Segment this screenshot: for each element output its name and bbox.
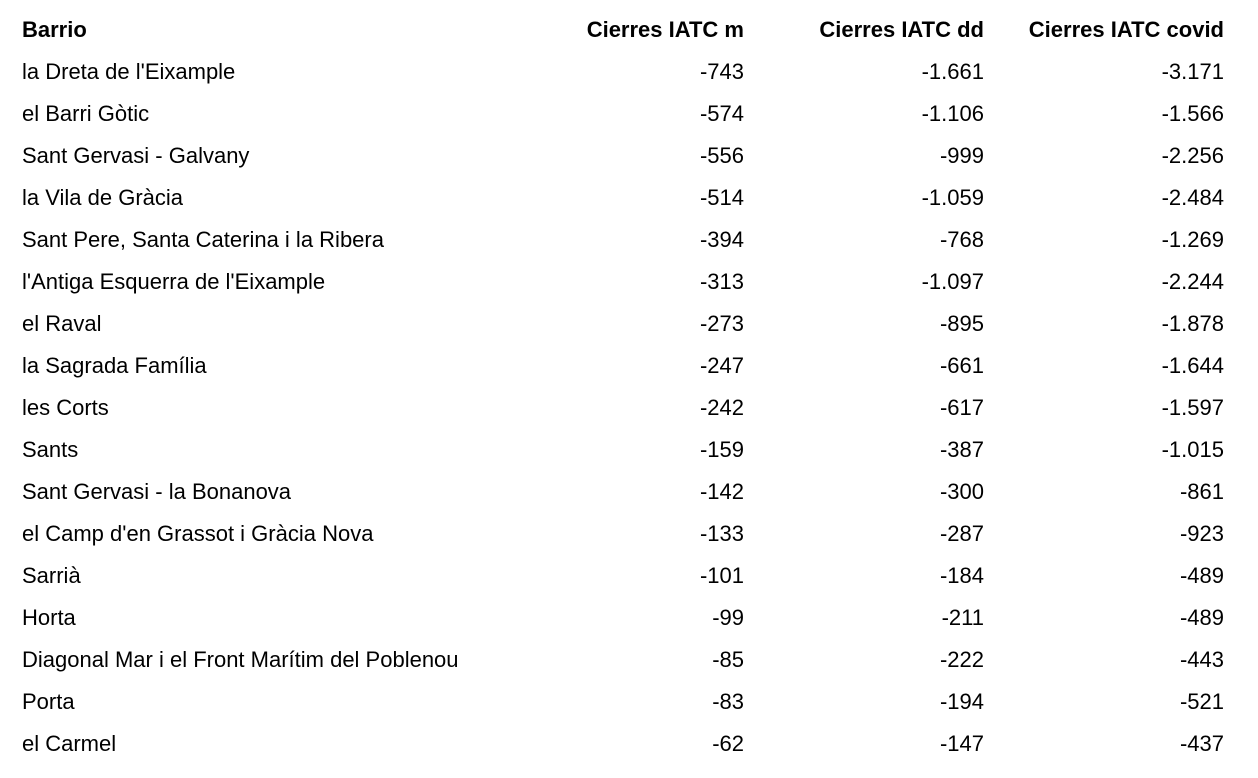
table-row xyxy=(22,597,1224,639)
cierres-dd-cell: -387 xyxy=(939,437,984,462)
header-barrio: Barrio xyxy=(22,17,87,42)
cierres-dd-cell: -768 xyxy=(939,227,984,252)
table-row xyxy=(22,51,1224,93)
cierres-dd-cell: -1.097 xyxy=(921,269,984,294)
table-row xyxy=(22,513,1224,555)
table-row xyxy=(22,681,1224,723)
cierres-covid-cell: -1.597 xyxy=(1161,395,1224,420)
barrio-cell: la Dreta de l'Eixample xyxy=(22,59,236,84)
cierres-m-cell: -514 xyxy=(699,185,744,210)
cierres-covid-cell: -437 xyxy=(1179,731,1224,756)
cierres-dd-cell: -194 xyxy=(939,689,984,714)
cierres-dd-cell: -1.059 xyxy=(921,185,984,210)
table-row xyxy=(22,429,1224,471)
cierres-dd-cell: -287 xyxy=(939,521,984,546)
table-row xyxy=(22,261,1224,303)
cierres-covid-cell: -489 xyxy=(1179,605,1224,630)
table-row xyxy=(22,639,1224,681)
cierres-m-cell: -62 xyxy=(712,731,744,756)
cierres-dd-cell: -184 xyxy=(939,563,984,588)
header-cierres-iatc-covid: Cierres IATC covid xyxy=(1028,17,1224,42)
cierres-covid-cell: -489 xyxy=(1179,563,1224,588)
cierres-m-cell: -83 xyxy=(712,689,744,714)
barrio-cell: Sants xyxy=(22,437,79,462)
cierres-m-cell: -743 xyxy=(699,59,744,84)
table-row xyxy=(22,387,1224,429)
barrio-cell: Sant Pere, Santa Caterina i la Ribera xyxy=(22,227,384,252)
table-row xyxy=(22,303,1224,345)
cierres-m-cell: -273 xyxy=(699,311,744,336)
cierres-covid-cell: -923 xyxy=(1179,521,1224,546)
cierres-dd-cell: -300 xyxy=(939,479,984,504)
cierres-covid-cell: -1.644 xyxy=(1161,353,1224,378)
cierres-m-cell: -99 xyxy=(712,605,744,630)
cierres-m-cell: -142 xyxy=(699,479,744,504)
barrio-cell: Horta xyxy=(22,605,76,630)
cierres-m-cell: -574 xyxy=(699,101,744,126)
cierres-covid-cell: -521 xyxy=(1179,689,1224,714)
table-row xyxy=(22,219,1224,261)
barrio-cell: el Carmel xyxy=(22,731,117,756)
barrio-cell: Sant Gervasi - la Bonanova xyxy=(22,479,292,504)
barrio-cell: Porta xyxy=(22,689,75,714)
barrio-cell: Diagonal Mar i el Front Marítim del Poblenou xyxy=(22,647,459,672)
cierres-dd-cell: -147 xyxy=(939,731,984,756)
cierres-m-cell: -242 xyxy=(699,395,744,420)
table-row xyxy=(22,555,1224,597)
cierres-covid-cell: -443 xyxy=(1179,647,1224,672)
cierres-m-cell: -85 xyxy=(712,647,744,672)
cierres-dd-cell: -661 xyxy=(939,353,984,378)
data-table xyxy=(22,9,1224,765)
cierres-m-cell: -159 xyxy=(699,437,744,462)
barrio-cell: l'Antiga Esquerra de l'Eixample xyxy=(22,269,326,294)
cierres-dd-cell: -617 xyxy=(939,395,984,420)
cierres-covid-cell: -1.269 xyxy=(1161,227,1224,252)
cierres-m-cell: -133 xyxy=(699,521,744,546)
barrio-cell: el Raval xyxy=(22,311,102,336)
cierres-covid-cell: -861 xyxy=(1179,479,1224,504)
barrio-cell: Sarrià xyxy=(22,563,81,588)
barrio-cell: la Sagrada Família xyxy=(22,353,207,378)
header-cierres-iatc-m: Cierres IATC m xyxy=(586,17,744,42)
table-row xyxy=(22,723,1224,765)
cierres-dd-cell: -999 xyxy=(939,143,984,168)
cierres-m-cell: -101 xyxy=(699,563,744,588)
cierres-dd-cell: -1.106 xyxy=(921,101,984,126)
barrio-cell: el Camp d'en Grassot i Gràcia Nova xyxy=(22,521,374,546)
table-header-row xyxy=(22,9,1224,51)
table-row xyxy=(22,345,1224,387)
table-row xyxy=(22,93,1224,135)
header-cierres-iatc-dd: Cierres IATC dd xyxy=(819,17,984,42)
cierres-covid-cell: -2.484 xyxy=(1161,185,1224,210)
cierres-m-cell: -394 xyxy=(699,227,744,252)
cierres-covid-cell: -1.566 xyxy=(1161,101,1224,126)
cierres-covid-cell: -2.244 xyxy=(1161,269,1224,294)
barrio-cell: les Corts xyxy=(22,395,109,420)
barrio-cell: Sant Gervasi - Galvany xyxy=(22,143,250,168)
table-row xyxy=(22,177,1224,219)
cierres-dd-cell: -211 xyxy=(941,605,984,630)
table-body xyxy=(22,51,1224,765)
cierres-covid-cell: -1.015 xyxy=(1161,437,1224,462)
cierres-covid-cell: -1.878 xyxy=(1161,311,1224,336)
cierres-m-cell: -313 xyxy=(699,269,744,294)
table-row xyxy=(22,135,1224,177)
cierres-covid-cell: -2.256 xyxy=(1161,143,1224,168)
cierres-dd-cell: -1.661 xyxy=(921,59,984,84)
cierres-dd-cell: -222 xyxy=(939,647,984,672)
cierres-covid-cell: -3.171 xyxy=(1161,59,1224,84)
table-row xyxy=(22,471,1224,513)
cierres-m-cell: -247 xyxy=(699,353,744,378)
cierres-m-cell: -556 xyxy=(699,143,744,168)
barrio-cell: la Vila de Gràcia xyxy=(22,185,184,210)
cierres-dd-cell: -895 xyxy=(939,311,984,336)
barrio-cell: el Barri Gòtic xyxy=(22,101,150,126)
